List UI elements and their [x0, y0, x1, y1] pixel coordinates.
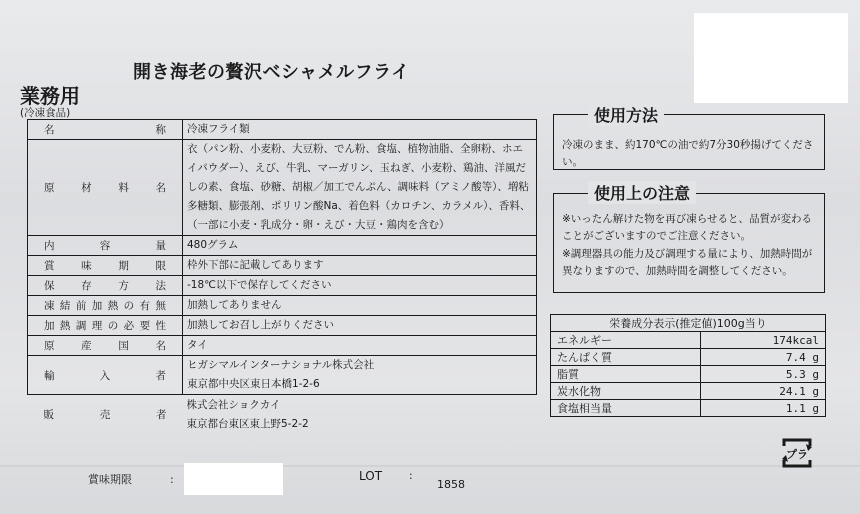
nutrient-name: たんぱく質 [551, 349, 701, 366]
row-label: 内容量 [28, 236, 183, 256]
seller-name: 株式会社ショクカイ [186, 398, 281, 411]
business-use-label: 業務用 [20, 84, 80, 108]
table-row [28, 276, 537, 296]
table-row [28, 140, 537, 236]
row-value: -18℃以下で保存してください [183, 276, 537, 296]
nutrition-row [551, 400, 826, 417]
nutrient-value: 1.1 g [701, 400, 826, 417]
row-label: 加熱調理の必要性 [28, 316, 183, 336]
row-value: 480グラム [183, 236, 537, 256]
lot-colon: : [409, 469, 413, 482]
row-label: 凍結前加熱の有無 [28, 296, 183, 316]
row-value: 加熱してお召し上がりください [183, 316, 537, 336]
seller-address: 東京都台東区東上野5-2-2 [186, 417, 309, 430]
lot-number: 1858 [437, 478, 465, 491]
nutrient-value: 5.3 g [701, 366, 826, 383]
product-title: 開き海老の贅沢ベシャメルフライ [133, 62, 410, 83]
row-label: 輸入者 [28, 356, 183, 395]
nutrition-row [551, 332, 826, 349]
table-row [28, 316, 537, 336]
table-row [28, 296, 537, 316]
row-value: タイ [183, 336, 537, 356]
nutrition-header: 栄養成分表示(推定値)100g当り [551, 315, 826, 332]
row-label: 販売者 [43, 409, 167, 422]
plastic-recycle-icon [776, 432, 818, 474]
nutrient-value: 174kcal [701, 332, 826, 349]
table-row [28, 395, 537, 435]
label-table [27, 119, 537, 435]
redacted-area [694, 13, 848, 103]
row-label: 原産国名 [28, 336, 183, 356]
caution-heading: 使用上の注意 [588, 181, 696, 204]
caution-item: ※調理器具の能力及び調理する量により、加熱時間が異なりますので、加熱時間を調整してください。 [562, 248, 813, 277]
row-label: 名 称 [28, 120, 183, 140]
table-row [28, 336, 537, 356]
nutrition-table [550, 314, 826, 417]
nutrition-row [551, 366, 826, 383]
row-label: 原材料名 [28, 140, 183, 236]
nutrient-value: 7.4 g [701, 349, 826, 366]
usage-text: 冷凍のまま、約170℃の油で約7分30秒揚げてください。 [562, 139, 814, 168]
fold-line [0, 465, 860, 467]
nutrition-header-row [551, 315, 826, 332]
row-value: 加熱してありません [183, 296, 537, 316]
frozen-food-note: (冷凍食品) [20, 107, 71, 119]
best-before-colon: : [170, 473, 174, 486]
row-value [183, 395, 537, 435]
row-label: 賞味期限 [28, 256, 183, 276]
nutrient-value: 24.1 g [701, 383, 826, 400]
nutrient-name: 脂質 [551, 366, 701, 383]
table-row [28, 236, 537, 256]
nutrition-row [551, 349, 826, 366]
nutrient-name: 食塩相当量 [551, 400, 701, 417]
lot-label: LOT [359, 469, 383, 483]
row-value: 衣（パン粉、小麦粉、大豆粉、でん粉、食塩、植物油脂、全卵粉、ホエイパウダー）、えび、牛乳、マーガリン、玉ねぎ、小麦粉、鶏油、洋風だしの素、食塩、砂糖、胡椒／加工でんぷん、調味料（アミノ酸等）、増粘多糖類、膨張剤、ポリリン酸Na、着色料（カロチン、カラメル）、香料、（一部に小麦・乳成分・卵・えび・大豆・鶏肉を含む） [183, 140, 537, 236]
row-value: 枠外下部に記載してあります [183, 256, 537, 276]
nutrition-row [551, 383, 826, 400]
best-before-label: 賞味期限 [88, 473, 132, 486]
usage-heading: 使用方法 [588, 103, 664, 126]
importer-name: ヒガシマルインターナショナル株式会社 [187, 359, 375, 371]
table-row [28, 256, 537, 276]
redacted-date [184, 463, 283, 495]
importer-address: 東京都中央区東日本橋1-2-6 [187, 378, 320, 390]
nutrient-name: エネルギー [551, 332, 701, 349]
row-value [183, 356, 537, 395]
caution-item: ※いったん解けた物を再び凍らせると、品質が変わることがございますのでご注意ください。 [562, 213, 812, 242]
nutrient-name: 炭水化物 [551, 383, 701, 400]
row-value: 冷凍フライ類 [183, 120, 537, 140]
recycle-mark-text: プラ [786, 448, 808, 461]
row-label: 保存方法 [28, 276, 183, 296]
table-row [28, 356, 537, 395]
table-row [28, 120, 537, 140]
